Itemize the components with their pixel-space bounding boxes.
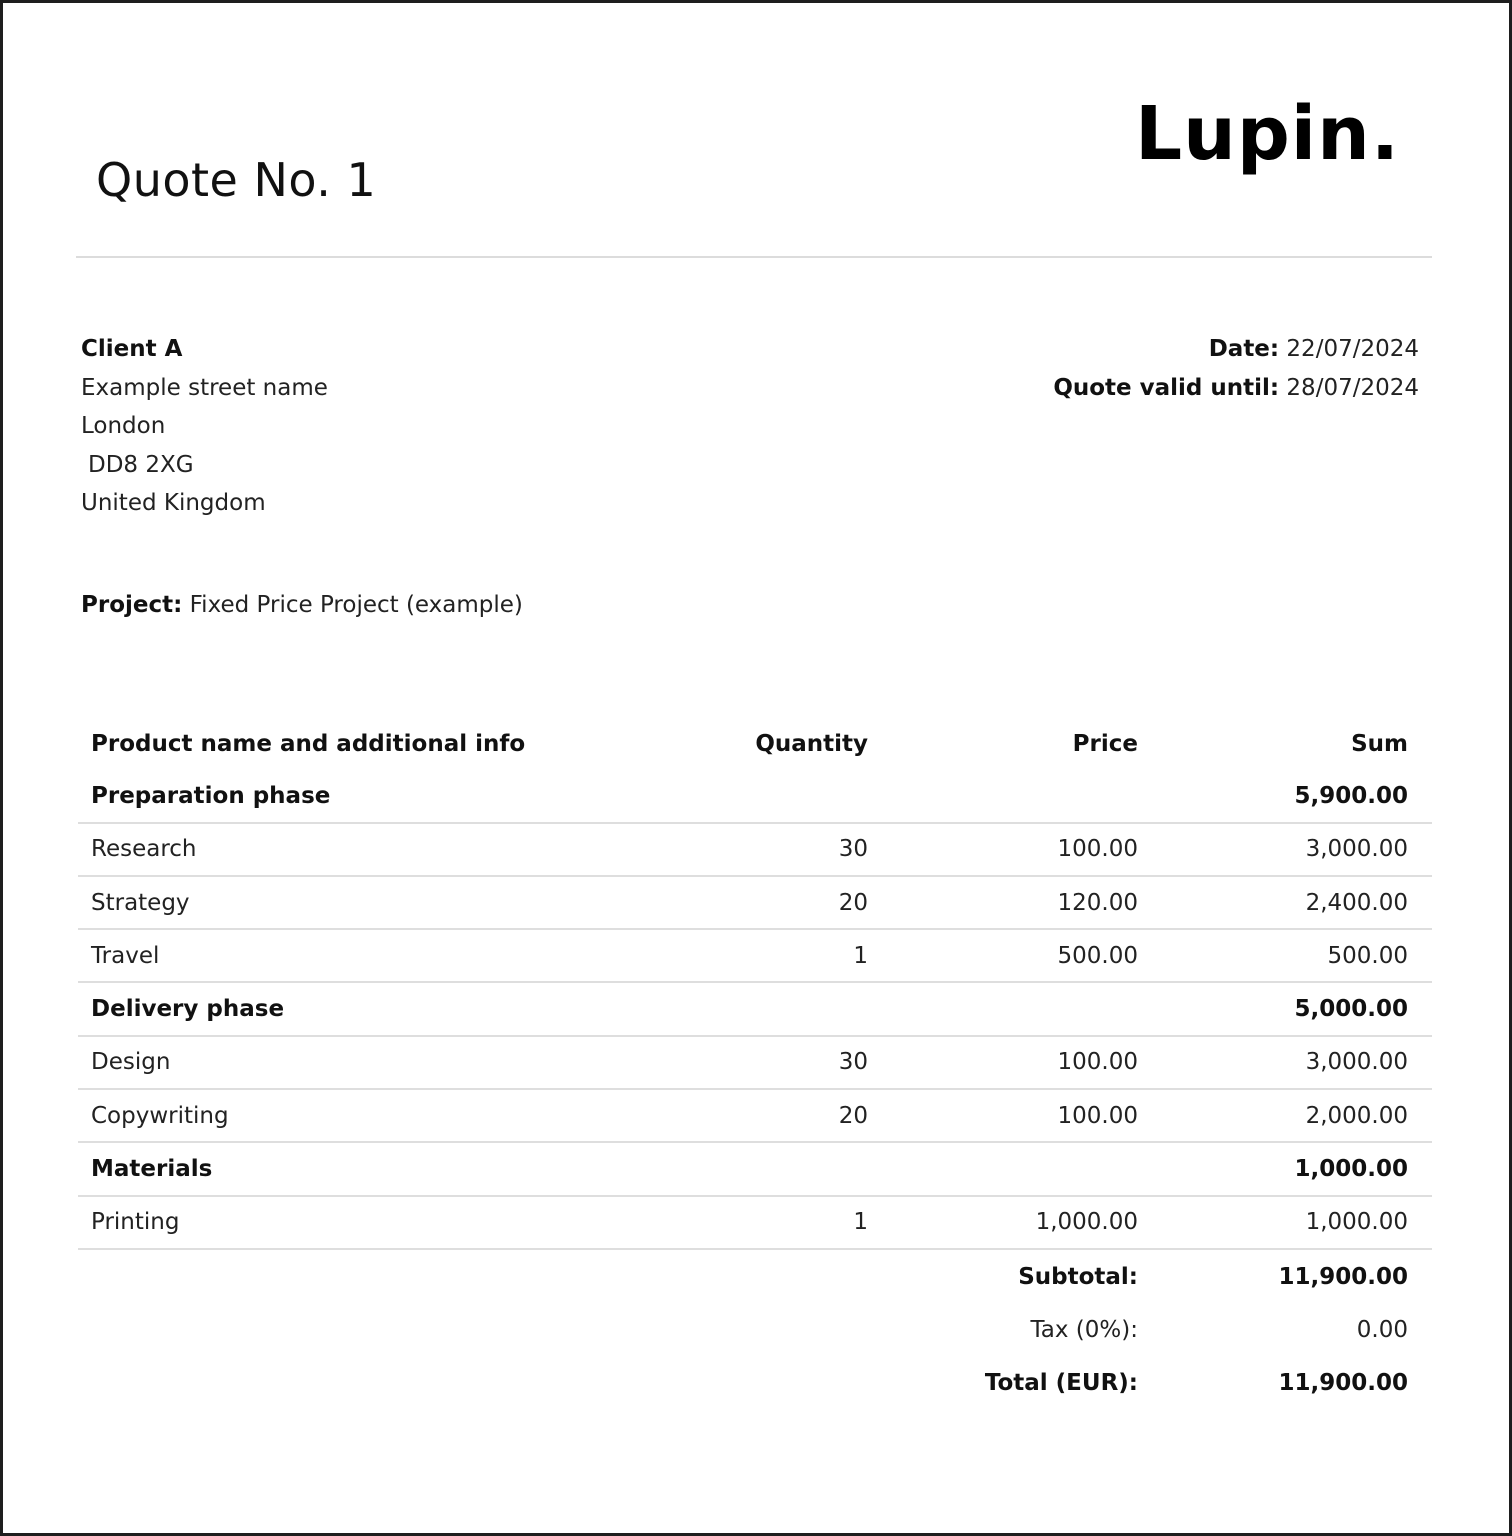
- group-row: [78, 983, 1432, 1036]
- client-city: London: [81, 413, 166, 439]
- page-title: Quote No. 1: [96, 153, 377, 207]
- header-price: Price: [1072, 730, 1138, 757]
- item-price: 500.00: [1057, 942, 1138, 969]
- item-quantity: 30: [838, 1049, 868, 1076]
- table-row: [78, 1197, 1432, 1250]
- group-sum: 1,000.00: [1294, 1156, 1408, 1183]
- quote-document: [3, 3, 1509, 1533]
- item-name: Strategy: [91, 889, 190, 916]
- group-name: Preparation phase: [91, 782, 331, 809]
- date-value: 22/07/2024: [1286, 336, 1419, 362]
- project-line: [81, 592, 523, 618]
- tax-value: 0.00: [1356, 1316, 1408, 1343]
- item-sum: 500.00: [1327, 942, 1408, 969]
- valid-until-label: Quote valid until:: [1053, 375, 1280, 401]
- total-value: 11,900.00: [1278, 1370, 1408, 1397]
- client-street: Example street name: [81, 374, 328, 401]
- item-sum: 1,000.00: [1305, 1209, 1408, 1236]
- header-quantity: Quantity: [755, 730, 868, 757]
- table-row: [78, 1090, 1432, 1143]
- group-row: [78, 770, 1432, 823]
- table-row: [78, 1037, 1432, 1090]
- item-sum: 2,000.00: [1305, 1102, 1408, 1129]
- item-quantity: 20: [838, 889, 868, 916]
- tax-label: Tax (0%):: [1030, 1316, 1138, 1343]
- header-sum: Sum: [1351, 730, 1408, 757]
- header-product: Product name and additional info: [91, 730, 526, 757]
- table-row: [78, 877, 1432, 930]
- item-quantity: 30: [838, 836, 868, 863]
- line-items-table: [78, 717, 1432, 1250]
- client-country: United Kingdom: [81, 490, 266, 516]
- group-name: Materials: [91, 1156, 213, 1183]
- item-price: 100.00: [1057, 1049, 1138, 1076]
- item-price: 100.00: [1057, 1102, 1138, 1129]
- quote-dates: [1053, 330, 1419, 408]
- item-name: Printing: [91, 1209, 180, 1236]
- item-name: Copywriting: [91, 1102, 229, 1129]
- item-quantity: 1: [853, 942, 868, 969]
- tax-row: [78, 1303, 1432, 1356]
- project-value: Fixed Price Project (example): [189, 592, 523, 618]
- group-sum: 5,000.00: [1294, 996, 1408, 1023]
- item-quantity: 1: [853, 1209, 868, 1236]
- item-price: 1,000.00: [1035, 1209, 1138, 1236]
- client-address: [81, 330, 328, 523]
- subtotal-label: Subtotal:: [1018, 1263, 1138, 1290]
- item-sum: 3,000.00: [1305, 1049, 1408, 1076]
- table-header-row: [78, 717, 1432, 770]
- table-row: [78, 824, 1432, 877]
- quote-date: [1053, 330, 1419, 369]
- subtotal-value: 11,900.00: [1278, 1263, 1408, 1290]
- item-sum: 2,400.00: [1305, 889, 1408, 916]
- totals-block: [78, 1250, 1432, 1410]
- client-name: Client A: [81, 336, 183, 362]
- table-row: [78, 930, 1432, 983]
- date-label: Date:: [1208, 336, 1280, 362]
- subtotal-row: [78, 1250, 1432, 1303]
- project-label: Project:: [81, 592, 183, 618]
- item-price: 120.00: [1057, 889, 1138, 916]
- item-name: Travel: [91, 942, 160, 969]
- group-row: [78, 1143, 1432, 1196]
- total-row: [78, 1357, 1432, 1410]
- header-divider: [76, 256, 1432, 258]
- group-sum: 5,900.00: [1294, 782, 1408, 809]
- quote-valid-until: [1053, 369, 1419, 408]
- company-logo: Lupin.: [1135, 91, 1400, 177]
- item-sum: 3,000.00: [1305, 836, 1408, 863]
- client-postcode: DD8 2XG: [88, 451, 194, 478]
- total-label: Total (EUR):: [984, 1370, 1138, 1397]
- item-price: 100.00: [1057, 836, 1138, 863]
- item-name: Design: [91, 1049, 171, 1076]
- group-name: Delivery phase: [91, 996, 285, 1023]
- valid-until-value: 28/07/2024: [1286, 375, 1419, 401]
- item-name: Research: [91, 836, 197, 863]
- item-quantity: 20: [838, 1102, 868, 1129]
